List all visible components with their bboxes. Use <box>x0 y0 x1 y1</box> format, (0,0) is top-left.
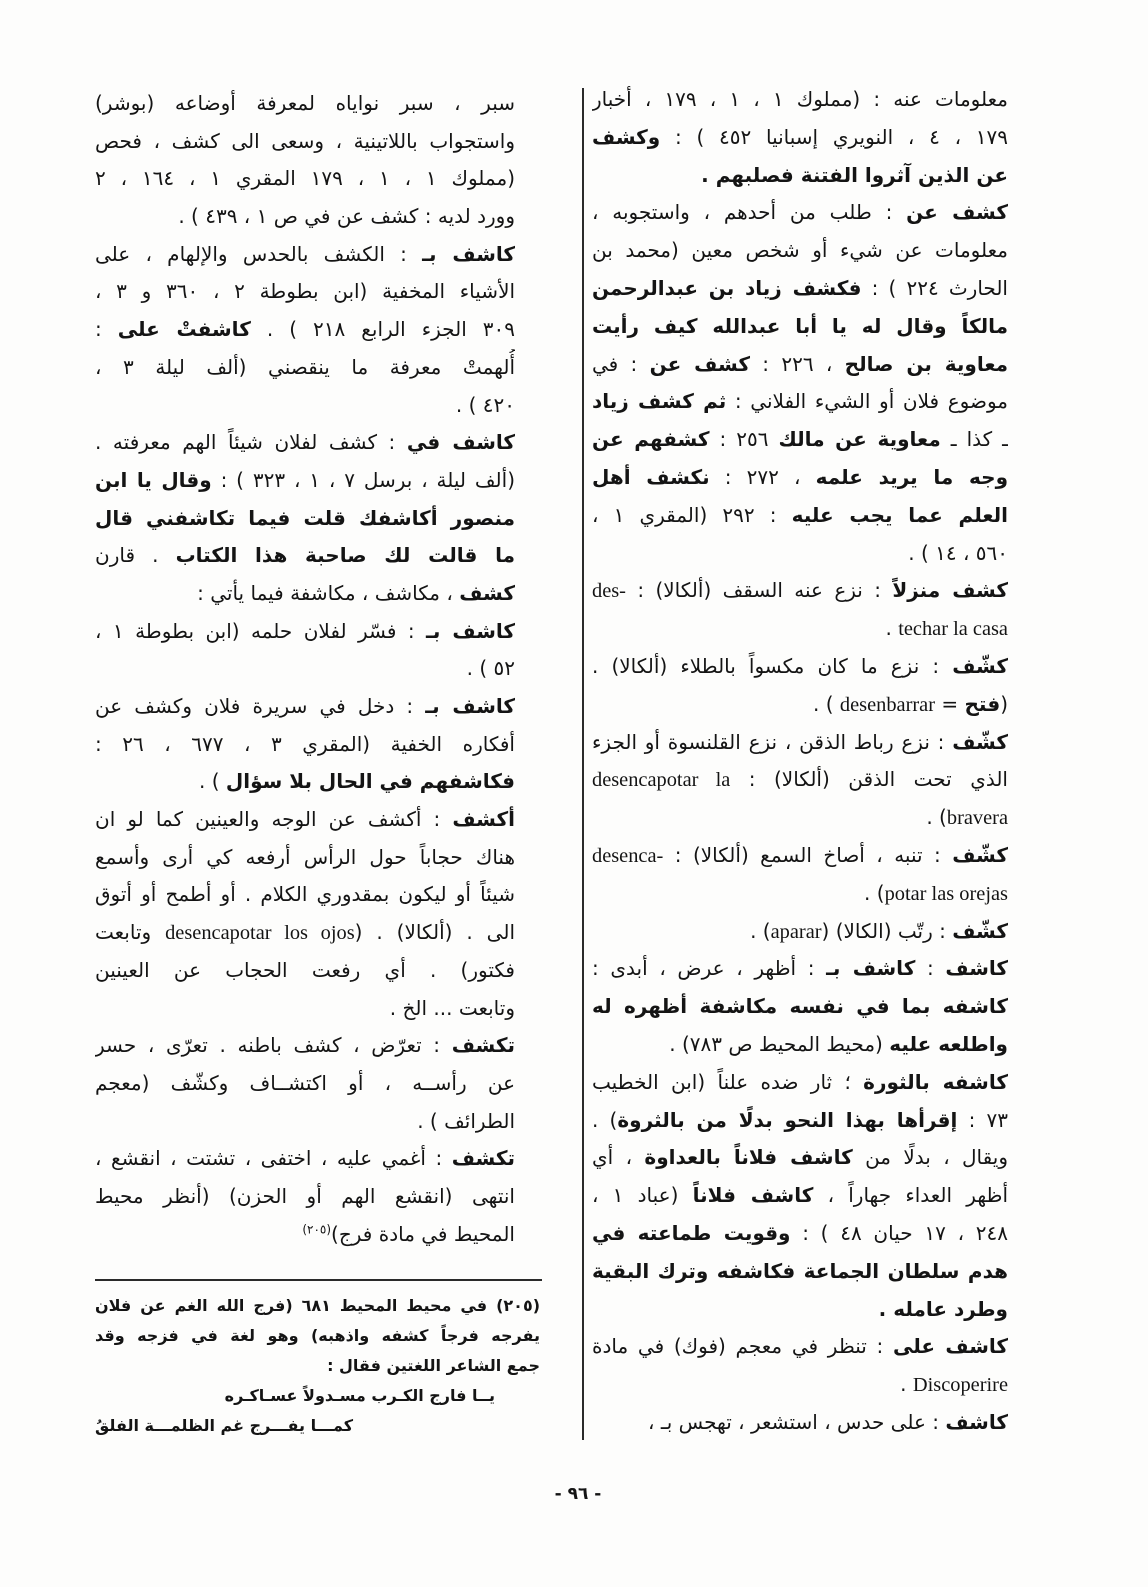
bold-text: معاوية بن صالح <box>844 351 1008 376</box>
text-line <box>95 1027 515 1065</box>
bold-text: فتح <box>964 691 1001 716</box>
bold-text: كشّف <box>952 842 1008 867</box>
bold-text: منصور أكاشفك قلت فيما تكاشفني قال <box>95 505 515 530</box>
text-line <box>95 839 515 877</box>
text-line <box>95 575 515 613</box>
text-segment: وورد لديه : كشف عن في ص ١ ، ٤٣٩ ) . <box>178 204 515 229</box>
bold-text: كاشف بـ <box>422 241 515 266</box>
text-segment: أُلهمتْ معرفة ما ينقصني (ألف ليلة ٣ ، <box>95 354 515 379</box>
bold-text: كاشف بـ <box>826 956 916 981</box>
text-segment: سبر ، سبر نواياه لمعرفة أوضاعه (بوشر) <box>95 91 515 115</box>
text-line <box>592 761 1008 799</box>
text-segment: ٢٥٦ : <box>709 427 779 452</box>
text-line <box>592 1328 1008 1366</box>
bold-text: ما قالت لك صاحبة هذا الكتاب <box>175 543 515 568</box>
text-line <box>592 270 1008 308</box>
text-line <box>592 988 1008 1026</box>
text-segment: ٥٢ ) . <box>466 656 515 681</box>
text-line <box>95 311 515 349</box>
text-line <box>592 1253 1008 1291</box>
dictionary-entry <box>95 424 515 612</box>
text-segment: عن رأســه ، أو اكتشــاف وكشّف (معجم <box>95 1070 515 1095</box>
text-segment: (عباد ١ ، <box>592 1183 693 1208</box>
text-segment: ( <box>1000 691 1008 716</box>
dictionary-entry <box>95 1027 515 1140</box>
bold-text: تكشف <box>451 1146 515 1171</box>
bold-text: تكشف <box>451 1033 515 1058</box>
text-segment: أظهر العداء جهاراً ، <box>813 1183 1008 1208</box>
bold-text: كشّف <box>952 918 1008 943</box>
text-line <box>95 424 515 462</box>
bold-text: كاشف <box>945 1409 1008 1434</box>
text-segment: ، مكاشف ، مكاشفة فيما يأتي : <box>197 580 460 605</box>
right-column <box>592 81 1008 1442</box>
text-segment: ٧٣ : <box>957 1107 1008 1132</box>
text-segment: : نزع عنه السقف (ألكالا) : <box>625 578 893 603</box>
latin-text: techar la casa <box>898 618 1008 641</box>
text-line <box>592 572 1008 610</box>
text-line <box>95 123 515 161</box>
text-line <box>95 349 515 387</box>
text-line <box>592 81 1008 119</box>
text-segment: ٣٠٩ الجزء الرابع ٢١٨ ) . <box>250 317 515 342</box>
text-segment: ، ٢٢٦ : <box>749 351 845 376</box>
footnote-rule <box>95 1279 542 1281</box>
bold-text: معاوية عن مالك <box>778 427 941 452</box>
text-line <box>592 119 1008 157</box>
bold-text: كشّف <box>952 729 1008 754</box>
text-segment: ٥٦٠ ، ١٤ ) . <box>908 540 1008 565</box>
footnote-reference: (٢٠٥) <box>302 1221 332 1236</box>
bold-text: كاشف <box>945 956 1008 981</box>
bold-text: هدم سلطان الجماعة فكاشفه وترك البقية <box>592 1258 1008 1283</box>
text-segment: (مملوك ١ ، ١ ، ١٧٩ المقري ١ ، ١٦٤ ، ٢ <box>95 166 515 191</box>
latin-text: desenca- <box>592 844 664 867</box>
text-line <box>95 763 515 801</box>
text-segment: : طلب من أحدهم ، واستجوبه ، <box>592 200 907 225</box>
bold-text: كاشف بـ <box>425 694 515 718</box>
text-segment: : الكشف بالحدس والإلهام ، على <box>95 241 423 266</box>
dictionary-entry <box>95 85 515 236</box>
text-segment: ، أي <box>592 1145 645 1170</box>
text-line <box>592 1291 1008 1329</box>
latin-text: desencapotar la <box>592 769 731 792</box>
verse-line: يــا فارج الكـرب مسـدولاً عسـاكـره <box>224 1386 495 1405</box>
text-segment: : <box>95 317 118 342</box>
text-segment: : فسّر لفلان حلمه (ابن بطوطة ١ ، <box>95 618 427 643</box>
dictionary-entry <box>592 1328 1008 1404</box>
text-segment: ، ٢٧٢ : <box>709 464 816 489</box>
dictionary-entry <box>95 613 515 688</box>
bold-text: وقويت طماعته في <box>592 1220 791 1245</box>
text-line <box>592 157 1008 195</box>
latin-text: bravera <box>946 807 1008 830</box>
footnote <box>95 1291 540 1441</box>
text-line <box>95 500 515 538</box>
bold-text: كشف عن <box>906 200 1008 225</box>
text-segment: موضوع فلان أو الشيء الفلاني : <box>726 389 1008 414</box>
latin-text: aparar <box>770 920 822 943</box>
dictionary-entry <box>592 572 1008 648</box>
text-line <box>95 1178 515 1216</box>
text-line <box>592 383 1008 421</box>
bold-text: كشّف <box>952 653 1008 678</box>
page-number: - ٩٦ - <box>554 1484 602 1504</box>
text-segment: : تنبه ، أصاخ السمع (ألكالا) : <box>663 842 953 867</box>
bold-text: نكشف أهل <box>592 464 710 489</box>
text-segment: ) . <box>199 769 226 794</box>
text-line <box>95 1065 515 1103</box>
text-segment: ) . <box>750 918 771 943</box>
text-line <box>592 1177 1008 1215</box>
text-line <box>592 913 1008 951</box>
text-line <box>95 273 515 311</box>
text-line <box>592 194 1008 232</box>
text-line <box>95 990 515 1028</box>
text-line <box>95 537 515 575</box>
text-segment: ٢٤٨ ، ١٧ حيان ٤٨ ) : <box>790 1220 1008 1245</box>
text-segment: : أغمي عليه ، اختفى ، تشتت ، انقشع ، <box>95 1146 452 1171</box>
text-segment: معلومات عن شيء أو شخص معين (محمد بن <box>592 238 1008 263</box>
text-line <box>592 497 1008 535</box>
footnote-line: جمع الشاعر اللغتين فقال : <box>327 1356 540 1375</box>
bold-text: فكشف زياد بن عبدالرحمن <box>592 275 862 300</box>
text-line <box>592 686 1008 724</box>
text-segment: (محيط المحيط ص ٧٨٣) . <box>669 1031 890 1056</box>
text-segment: : أظهر ، عرض ، أبدى : <box>592 956 827 981</box>
bold-text: أكشف <box>452 807 515 832</box>
text-line <box>95 650 515 688</box>
text-segment: الذي تحت الذقن (ألكالا) : <box>730 767 1008 792</box>
bold-text: ثم كشف زياد <box>592 389 727 414</box>
text-line <box>592 837 1008 875</box>
bold-text: وكشف <box>592 124 661 149</box>
dictionary-entry <box>95 688 515 801</box>
text-segment: : <box>915 956 946 981</box>
text-line <box>592 1064 1008 1102</box>
text-line <box>95 1103 515 1141</box>
bold-text: واطلعه عليه <box>889 1031 1008 1056</box>
text-segment: ) . <box>592 1107 618 1132</box>
text-segment: ) . <box>813 691 840 716</box>
bold-text: وطرد عامله . <box>878 1296 1008 1321</box>
text-segment: انتهى (انقشع الهم أو الحزن) (أنظر محيط <box>95 1183 515 1208</box>
text-line <box>592 1102 1008 1140</box>
text-line <box>592 1366 1008 1404</box>
text-line <box>95 801 515 839</box>
text-line <box>592 648 1008 686</box>
text-line <box>592 459 1008 497</box>
text-segment: : كشف لفلان شيئاً الهم معرفته . <box>95 430 407 455</box>
bold-text: كاشفه بالثورة <box>863 1069 1008 1094</box>
text-line <box>95 387 515 425</box>
bold-text: كشف عن <box>649 351 750 376</box>
text-segment: ) . <box>864 880 885 905</box>
text-segment: : ٢٩٢ (المقري ١ ، <box>592 502 792 527</box>
text-segment: ويقال ، بدلًا من <box>852 1145 1008 1170</box>
text-line <box>95 236 515 274</box>
text-segment: هناك حجاباً حول الرأس أرفعه كي أرى وأسمع <box>95 844 515 869</box>
text-segment: : نزع رباط الذقن ، نزع القلنسوة أو الجزء <box>592 729 953 754</box>
text-segment: فكتور) . أي رفعت الحجاب عن العينين <box>95 957 515 982</box>
text-line <box>95 160 515 198</box>
text-line <box>592 610 1008 648</box>
text-line <box>592 799 1008 837</box>
bold-text: كاشفه بما في نفسه مكاشفة أظهره له <box>592 994 1008 1019</box>
text-line <box>95 952 515 990</box>
bold-text: كشفهم عن <box>592 427 710 452</box>
text-segment: : على حدس ، استشعر ، تهجس بـ ، <box>648 1409 946 1434</box>
text-segment: : دخل في سريرة فلان وكشف عن <box>95 694 426 718</box>
text-line <box>95 462 515 500</box>
text-segment: : في <box>592 351 650 376</box>
column-divider <box>582 88 584 1440</box>
text-segment: الأشياء المخفية (ابن بطوطة ٢ ، ٣٦٠ و ٣ ، <box>95 279 515 304</box>
text-segment: الحارث ٢٢٤ ) : <box>861 275 1008 300</box>
dictionary-entry <box>592 950 1008 1063</box>
text-segment: وتابعت <box>95 920 166 945</box>
text-segment: شيئاً أو ليكون بمقدوري الكلام . أو أطمح أو أتوق <box>95 882 515 907</box>
text-segment: واستجواب باللاتينية ، وسعى الى كشف ، فحص <box>95 128 515 153</box>
text-line <box>95 876 515 914</box>
text-segment: : تنظر في معجم (فوك) في مادة <box>592 1334 893 1359</box>
bold-text: إقرأها بهذا النحو بدلًا من بالثروة <box>617 1107 958 1132</box>
dictionary-entry <box>592 1404 1008 1442</box>
bold-text: العلم عما يجب عليه <box>791 502 1008 527</box>
footnote-line: (٢٠٥) في محيط المحيط ٦٨١ (فرج الله الغم عن فلان <box>95 1296 540 1315</box>
text-segment: وتابعت ... الخ . <box>389 995 515 1020</box>
bold-text: وجه ما يريد علمه <box>815 464 1008 489</box>
verse-line: كمـــا يفـــرج غم الظلمـــة الفلقُ <box>95 1416 354 1435</box>
footnote-line: يفرجه فرجاً كشفه واذهبه) وهو لغة في فزجه وقد <box>95 1326 540 1345</box>
dictionary-entry <box>592 913 1008 951</box>
text-line <box>592 421 1008 459</box>
text-segment: . <box>900 1372 913 1397</box>
text-line <box>95 198 515 236</box>
text-line <box>95 688 515 726</box>
bold-text: عن الذين آثروا الفتنة فصلبهم . <box>701 162 1008 187</box>
text-line <box>95 85 515 123</box>
text-segment: ) . <box>926 805 947 830</box>
text-line <box>592 232 1008 270</box>
text-segment: ١٧٩ ، ٤ ، النويري إسبانيا ٤٥٢ ) : <box>660 124 1008 149</box>
dictionary-entry <box>592 1064 1008 1329</box>
bold-text: كاشف على <box>893 1334 1008 1359</box>
text-segment: ؛ ثار ضده علناً (ابن الخطيب <box>592 1069 864 1094</box>
text-line <box>592 950 1008 988</box>
dictionary-entry <box>592 837 1008 913</box>
text-segment: (ألف ليلة ، برسل ٧ ، ١ ، ٣٢٣ ) : <box>211 467 515 492</box>
latin-text: desenbarrar <box>839 693 936 716</box>
bold-text: كاشف فلاناً <box>692 1183 814 1208</box>
text-segment: = <box>935 691 965 716</box>
text-line <box>95 1140 515 1178</box>
text-segment: : أكشف عن الوجه والعينين كما لو ان <box>95 807 453 832</box>
text-line <box>592 1139 1008 1177</box>
text-line <box>95 1216 515 1254</box>
dictionary-entry <box>95 236 515 424</box>
bold-text: كاشف في <box>406 430 515 455</box>
text-segment: معلومات عنه : (مملوك ١ ، ١ ، ١٧٩ ، أخبار <box>592 87 1008 111</box>
text-segment: . قارن <box>95 543 176 568</box>
bold-text: كاشف بـ <box>426 618 515 643</box>
text-line <box>592 535 1008 573</box>
dictionary-entry <box>592 724 1008 837</box>
text-line <box>95 914 515 952</box>
text-line <box>592 724 1008 762</box>
text-line <box>592 1404 1008 1442</box>
text-segment: : نزع ما كان مكسواً بالطلاء (ألكالا) . <box>592 653 953 678</box>
bold-text: فكاشفهم في الحال بلا سؤال <box>225 769 515 794</box>
text-line <box>592 308 1008 346</box>
text-line <box>95 613 515 651</box>
text-line <box>592 875 1008 913</box>
dictionary-entry <box>592 81 1008 194</box>
bold-text: كشف منزلاً <box>892 578 1008 603</box>
text-segment: المحيط في مادة فرج) <box>331 1221 515 1246</box>
latin-text: Discoperire <box>912 1374 1008 1397</box>
text-segment: . <box>885 616 899 641</box>
text-segment: أفكاره الخفية (المقري ٣ ، ٦٧٧ ، ٢٦ : <box>95 731 515 756</box>
bold-text: كشف <box>459 580 515 605</box>
dictionary-entry <box>592 648 1008 724</box>
dictionary-entry <box>95 801 515 1027</box>
latin-text: des- <box>592 580 626 603</box>
bold-text: كاشف فلاناً بالعداوة <box>644 1145 853 1170</box>
dictionary-entry <box>592 194 1008 572</box>
text-segment: ـ كذا ـ <box>940 427 1008 452</box>
text-segment: الطرائف ) . <box>417 1108 515 1133</box>
latin-text: desencapotar los ojos <box>165 922 355 945</box>
latin-text: potar las orejas <box>884 882 1008 905</box>
text-line <box>592 1026 1008 1064</box>
text-line <box>592 346 1008 384</box>
left-column <box>95 85 515 1253</box>
text-segment: الى . (ألكالا) . ( <box>354 920 515 945</box>
bold-text: وقال يا ابن <box>95 467 212 492</box>
text-segment: : رتّب (الكالا) ( <box>821 918 953 943</box>
text-segment: : تعرّض ، كشف باطنه . تعرّى ، حسر <box>95 1033 452 1058</box>
bold-text: كاشفتْ على <box>117 317 251 342</box>
text-line <box>592 1215 1008 1253</box>
bold-text: مالكاً وقال له يا أبا عبدالله كيف رأيت <box>592 313 1008 338</box>
text-segment: ٤٢٠ ) . <box>455 392 515 417</box>
dictionary-entry <box>95 1140 515 1253</box>
text-line <box>95 726 515 764</box>
